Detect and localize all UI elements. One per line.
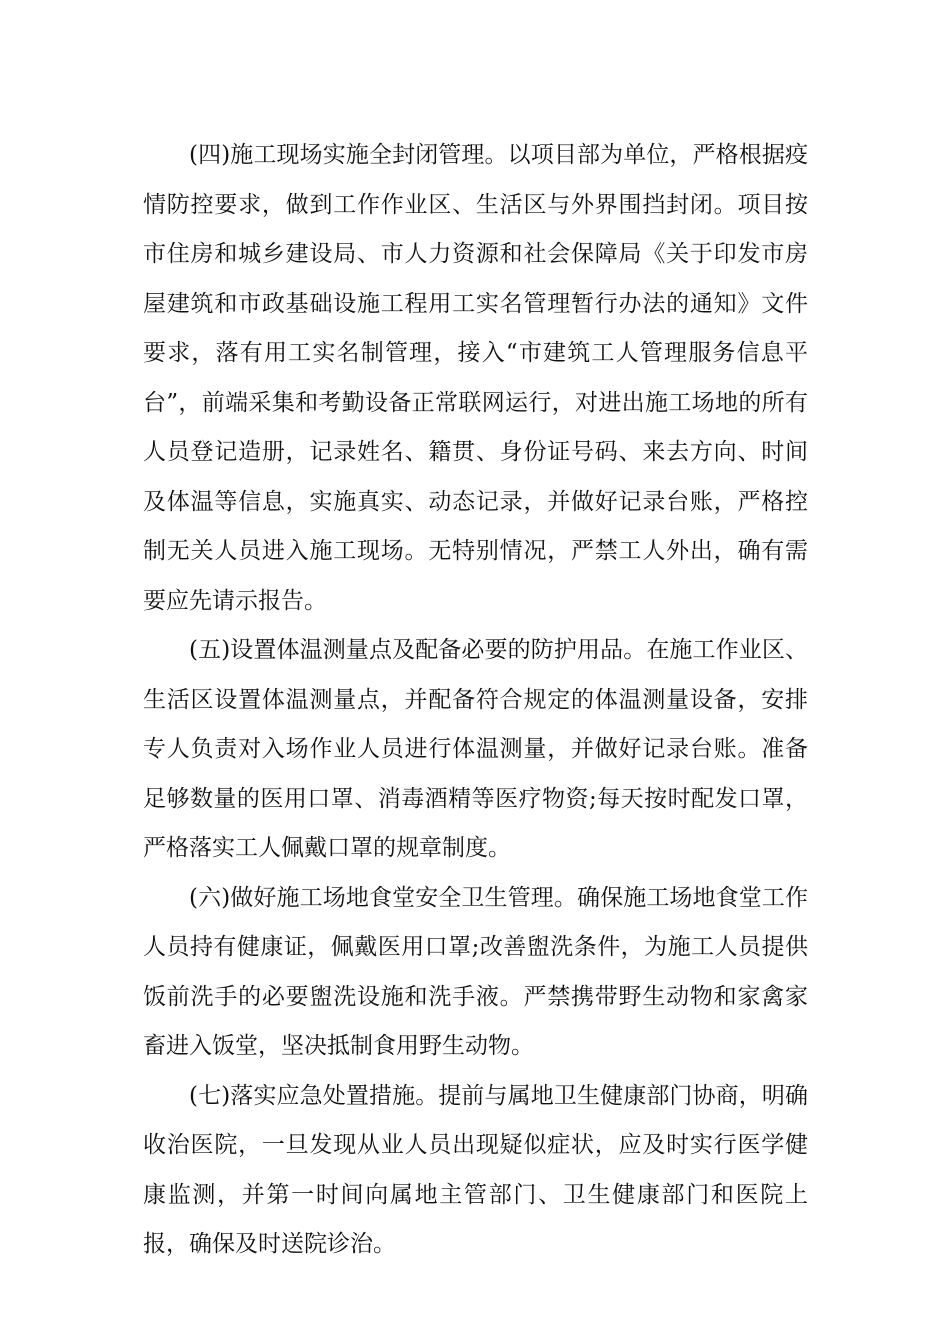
document-body: [143, 131, 808, 1270]
paragraph-temperature-checkpoints: (五)设置体温测量点及配备必要的防护用品。在施工作业区、生活区设置体温测量点，并配备符合规定的体温测量设备，安排专人负责对入场作业人员进行体温测量，并做好记录台账。准备足够数量的医用口罩、消毒酒精等医疗物资;每天按时配发口罩，严格落实工人佩戴口罩的规章制度。: [143, 637, 808, 861]
paragraph-canteen-hygiene: (六)做好施工场地食堂安全卫生管理。确保施工场地食堂工作人员持有健康证，佩戴医用口罩;改善盥洗条件，为施工人员提供饭前洗手的必要盥洗设施和洗手液。严禁携带野生动物和家禽家畜进入饭堂，坚决抵制食用野生动物。: [143, 884, 808, 1059]
paragraph-emergency-measures: (七)落实应急处置措施。提前与属地卫生健康部门协商，明确收治医院，一旦发现从业人员出现疑似症状，应及时实行医学健康监测，并第一时间向属地主管部门、卫生健康部门和医院上报，确保及时送院诊治。: [143, 1082, 808, 1257]
paragraph-site-closed-management: (四)施工现场实施全封闭管理。以项目部为单位，严格根据疫情防控要求，做到工作作业区、生活区与外界围挡封闭。项目按市住房和城乡建设局、市人力资源和社会保障局《关于印发市房屋建筑和市政基础设施工程用工实名管理暂行办法的通知》文件要求，落有用工实名制管理，接入“市建筑工人管理服务信息平台”，前端采集和考勤设备正常联网运行，对进出施工场地的所有人员登记造册，记录姓名、籍贯、身份证号码、来去方向、时间及体温等信息，实施真实、动态记录，并做好记录台账，严格控制无关人员进入施工现场。无特别情况，严禁工人外出，确有需要应先请示报告。: [143, 142, 808, 614]
